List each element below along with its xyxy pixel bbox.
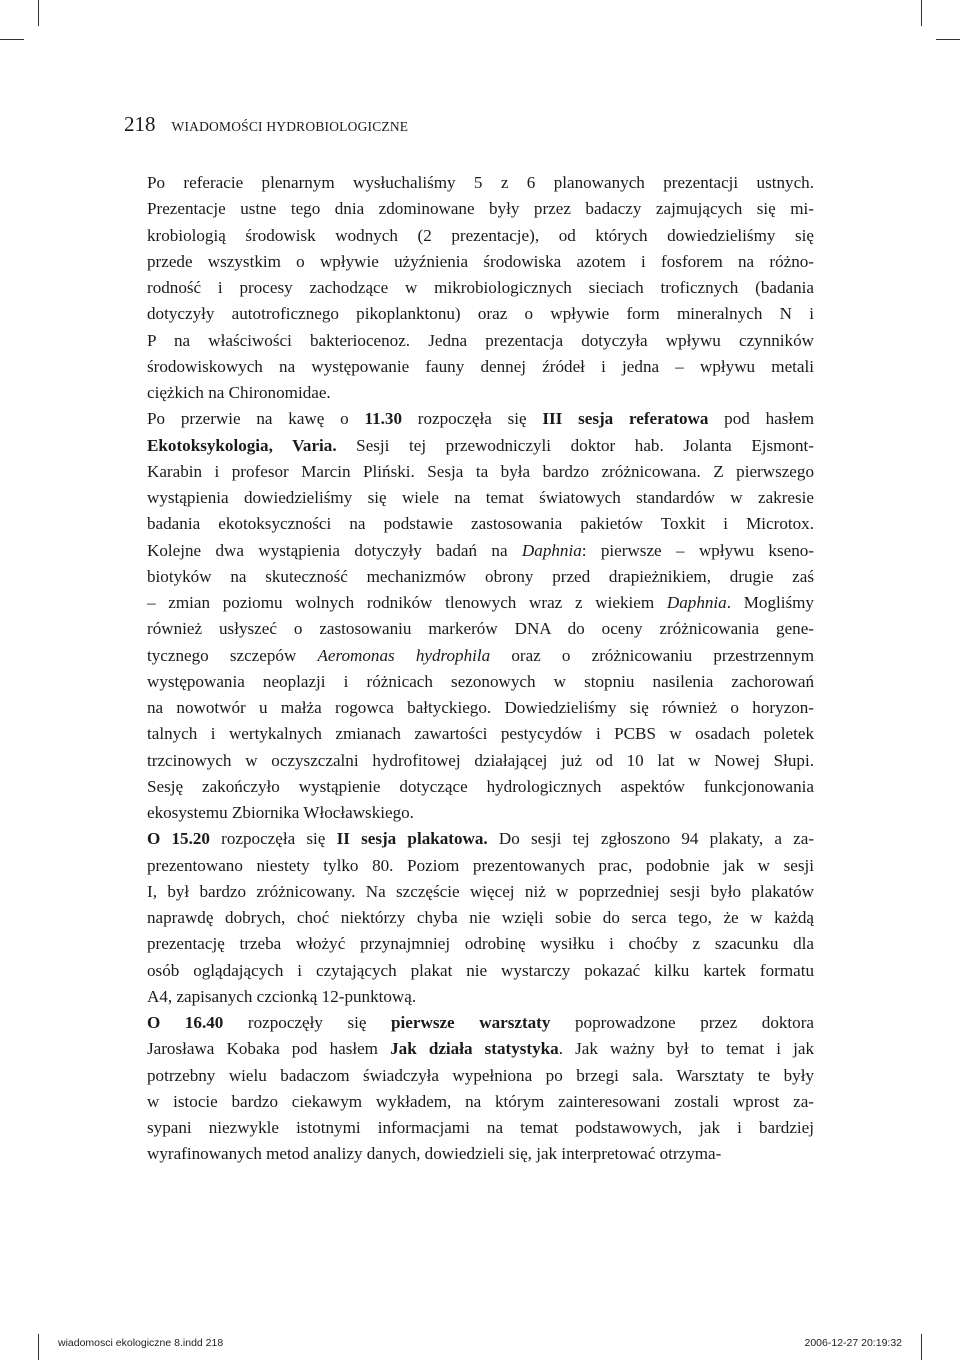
- body-text: [124, 170, 814, 1168]
- crop-mark-bottom-right-vertical: [921, 1334, 922, 1360]
- text-line: naprawdę dobrych, choć niektórzy chyba nie wzięli sobie do serca tego, że w każdą: [147, 908, 814, 927]
- text-line: Kolejne dwa wystąpienia dotyczyły badań na Daphnia: pierwsze – wpływu kseno-: [147, 540, 814, 560]
- text-line: wystąpienia dowiedzieliśmy się wiele na temat światowych standardów w zakresie: [147, 488, 814, 507]
- text-line: osób oglądających i czytających plakat nie wystarczy pokazać kilku kartek formatu: [147, 960, 814, 980]
- text-line: dotyczyły autotroficznego pikoplanktonu) oraz o wpływie form mineralnych N i: [147, 304, 814, 324]
- paragraph: [124, 170, 814, 406]
- text-line: talnych i wertykalnych zmianach zawartości pestycydów i PCBS w osadach poletek: [147, 724, 814, 744]
- text-line: sypani niezwykle istotnymi informacjami na temat podstawowych, jak i bardziej: [147, 1118, 814, 1137]
- crop-mark-top-right-horizontal: [936, 39, 960, 40]
- crop-mark-top-right-vertical: [921, 0, 922, 26]
- text-line: Prezentacje ustne tego dnia zdominowane były przez badaczy zajmujących się mi-: [147, 199, 814, 219]
- page-number: 218: [124, 112, 156, 136]
- text-line: również usłyszeć o zastosowaniu markerów DNA do oceny zróżnicowania gene-: [147, 619, 814, 639]
- text-line: występowania neoplazji i różnicach sezonowych w stopniu nasilenia zachorowań: [147, 671, 814, 691]
- text-line: Ekotoksykologia, Varia. Sesji tej przewodniczyli doktor hab. Jolanta Ejsmont-: [147, 435, 814, 455]
- text-line: Sesję zakończyło wystąpienie dotyczące hydrologicznych aspektów funkcjonowania: [147, 776, 814, 796]
- text-line: I, był bardzo zróżnicowany. Na szczęście więcej niż w poprzedniej sesji było plakatów: [147, 881, 814, 901]
- text-line: tycznego szczepów Aeromonas hydrophila oraz o zróżnicowaniu przestrzennym: [147, 645, 814, 665]
- text-line: Po referacie plenarnym wysłuchaliśmy 5 z 6 planowanych prezentacji ustnych.: [147, 173, 814, 192]
- text-line: O 15.20 rozpoczęła się II sesja plakatowa. Do sesji tej zgłoszono 94 plakaty, a za-: [147, 829, 815, 849]
- crop-mark-bottom-left-vertical: [38, 1334, 39, 1360]
- text-line: ciężkich na Chironomidae.: [147, 383, 331, 402]
- page-header: [124, 112, 408, 137]
- text-line: trzcinowych w oczyszczalni hydrofitowej działającej już od 10 lat w Nowej Słupi.: [147, 750, 814, 770]
- paragraph: [124, 1010, 814, 1168]
- text-line: na nowotwór u małża rogowca bałtyckiego. Dowiedzieliśmy się również o horyzon-: [147, 698, 814, 717]
- text-line: Po przerwie na kawę o 11.30 rozpoczęła się III sesja referatowa pod hasłem: [147, 409, 814, 429]
- running-title: WIADOMOŚCI HYDROBIOLOGICZNE: [171, 119, 409, 134]
- text-line: wyrafinowanych metod analizy danych, dowiedzieli się, jak interpretować otrzyma-: [147, 1144, 722, 1164]
- crop-mark-top-left-horizontal: [0, 39, 24, 40]
- text-line: A4, zapisanych czcionką 12-punktową.: [147, 986, 417, 1006]
- footer-timestamp: 2006-12-27 20:19:32: [804, 1337, 902, 1349]
- footer-file-info: wiadomosci ekologiczne 8.indd 218: [58, 1337, 224, 1349]
- text-line: krobiologią środowisk wodnych (2 prezentacje), od których dowiedzieliśmy się: [147, 225, 814, 245]
- crop-mark-top-left-vertical: [38, 0, 39, 26]
- text-line: rodność i procesy zachodzące w mikrobiologicznych sieciach troficznych (badania: [147, 278, 814, 297]
- text-line: przede wszystkim o wpływie użyźnienia środowiska azotem i fosforem na różno-: [147, 251, 814, 271]
- text-line: prezentację trzeba włożyć przynajmniej odrobinę wysiłku i choćby z szacunku dla: [147, 934, 814, 954]
- text-line: Jarosława Kobaka pod hasłem Jak działa statystyka. Jak ważny był to temat i jak: [147, 1039, 814, 1059]
- text-line: Karabin i profesor Marcin Pliński. Sesja ta była bardzo zróżnicowana. Z pierwszego: [147, 461, 814, 481]
- text-line: ekosystemu Zbiornika Włocławskiego.: [147, 803, 414, 822]
- text-line: biotyków na skuteczność mechanizmów obrony przed drapieżnikiem, drugie zaś: [147, 566, 814, 586]
- paragraph: [124, 826, 814, 1010]
- text-line: prezentowano niestety tylko 80. Poziom prezentowanych prac, podobnie jak w sesji: [147, 855, 814, 875]
- text-line: O 16.40 rozpoczęły się pierwsze warsztaty poprowadzone przez doktora: [147, 1013, 814, 1032]
- text-line: środowiskowych na występowanie fauny dennej źródeł i jedna – wpływu metali: [147, 356, 814, 376]
- paragraph: [124, 406, 814, 826]
- text-line: – zmian poziomu wolnych rodników tlenowych wraz z wiekiem Daphnia. Mogliśmy: [147, 593, 814, 612]
- text-line: P na właściwości bakteriocenoz. Jedna prezentacja dotyczyła wpływu czynników: [147, 330, 814, 350]
- text-line: badania ekotoksyczności na podstawie zastosowania pakietów Toxkit i Microtox.: [147, 514, 814, 534]
- text-line: potrzebny wielu badaczom świadczyła wypełniona po brzegi sala. Warsztaty te były: [147, 1065, 814, 1085]
- text-line: w istocie bardzo ciekawym wykładem, na którym zainteresowani zostali wprost za-: [147, 1091, 814, 1111]
